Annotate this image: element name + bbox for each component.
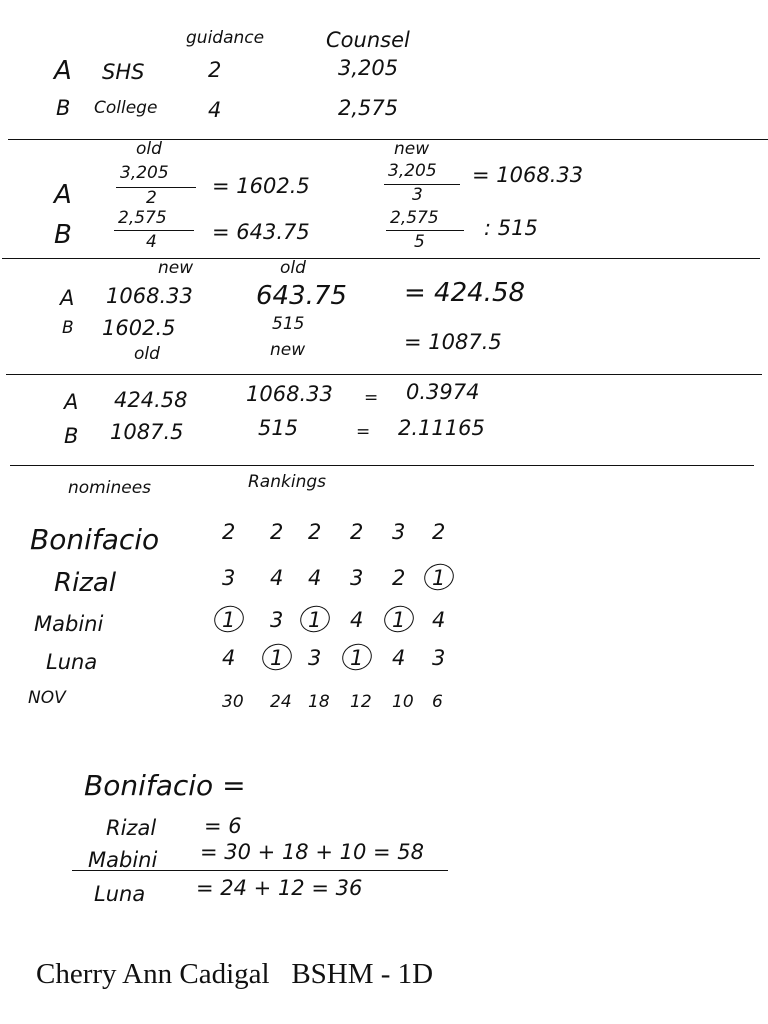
rank-cell: 30 xyxy=(222,692,244,712)
rank-cell: 4 xyxy=(432,608,446,632)
first-place-circle xyxy=(421,560,458,594)
sec3-b-old: 1602.5 xyxy=(102,316,176,340)
sec4-a-result: 0.3974 xyxy=(406,380,480,404)
rank-cell: 4 xyxy=(222,646,236,670)
row-label-a: A xyxy=(54,56,72,86)
first-place-circle xyxy=(211,602,248,636)
sec3-b-result: = 1087.5 xyxy=(404,330,502,354)
rank-cell: 2 xyxy=(432,520,446,544)
new-label: new xyxy=(394,139,430,159)
sec4-label-a: A xyxy=(64,390,79,414)
rank-cell: 3 xyxy=(270,608,284,632)
frac-b-old-den: 4 xyxy=(146,232,157,252)
sec4-b-eq: = xyxy=(356,422,371,442)
sec4-b-val1: 1087.5 xyxy=(110,420,184,444)
frac-b-new-den: 5 xyxy=(414,232,425,252)
sec3-a-old: 643.75 xyxy=(256,281,347,311)
rank-cell: 3 xyxy=(222,566,236,590)
tally-expr-luna: = 24 + 12 = 36 xyxy=(196,876,363,900)
sec3-label-b: B xyxy=(62,318,74,338)
fraction-bar xyxy=(386,230,464,231)
bottom-new-label: new xyxy=(270,340,306,360)
guidance-b: 4 xyxy=(208,98,222,122)
rank-cell: 4 xyxy=(270,566,284,590)
frac-a-old-num: 3,205 xyxy=(120,163,169,183)
rank-cell: 3 xyxy=(308,646,322,670)
sec4-a-val1: 424.58 xyxy=(114,388,188,412)
result-b-old: = 643.75 xyxy=(212,220,310,244)
row-label-b: B xyxy=(56,96,71,120)
sec4-a-val2: 1068.33 xyxy=(246,382,333,406)
rank-cell: 3 xyxy=(350,566,364,590)
old-label: old xyxy=(136,139,162,159)
rank-cell: 1 xyxy=(308,608,322,632)
rank-cell: 1 xyxy=(222,608,236,632)
nominees-label: nominees xyxy=(68,478,152,498)
first-place-circle xyxy=(259,640,296,674)
nominee-mabini: Mabini xyxy=(34,612,104,636)
result-a-new: = 1068.33 xyxy=(472,163,584,187)
author-name: Cherry Ann Cadigal xyxy=(36,958,270,990)
sec4-a-eq: = xyxy=(364,388,379,408)
tally-name-rizal: Rizal xyxy=(106,816,157,840)
rank-cell: 2 xyxy=(350,520,364,544)
sec3-label-a: A xyxy=(60,286,75,310)
sec2-label-b: B xyxy=(54,220,72,250)
rank-cell: 2 xyxy=(270,520,284,544)
result-a-old: = 1602.5 xyxy=(212,174,310,198)
top-old-label: old xyxy=(280,258,306,278)
guidance-header: guidance xyxy=(186,28,265,48)
frac-a-new-num: 3,205 xyxy=(388,161,437,181)
frac-b-old-num: 2,575 xyxy=(118,208,167,228)
tally-expr-mabini: = 30 + 18 + 10 = 58 xyxy=(200,840,424,864)
first-place-circle xyxy=(339,640,376,674)
nominee-bonifacio: Bonifacio xyxy=(30,523,160,556)
top-new-label: new xyxy=(158,258,194,278)
rank-cell: 24 xyxy=(270,692,292,712)
result-b-new: : 515 xyxy=(484,216,538,240)
tally-title: Bonifacio = xyxy=(84,769,246,802)
frac-a-new-den: 3 xyxy=(412,185,423,205)
divider-2 xyxy=(2,258,760,259)
sec4-label-b: B xyxy=(64,424,79,448)
sec3-b-new: 515 xyxy=(272,314,305,334)
tally-expr-rizal: = 6 xyxy=(204,814,242,838)
rank-cell: 4 xyxy=(350,608,364,632)
sec4-b-val2: 515 xyxy=(258,416,299,440)
rank-cell: 3 xyxy=(392,520,406,544)
rank-cell: 18 xyxy=(308,692,330,712)
counsel-a: 3,205 xyxy=(338,56,399,80)
rankings-label: Rankings xyxy=(248,472,326,492)
sec4-b-result: 2.11165 xyxy=(398,416,485,440)
rank-cell: 12 xyxy=(350,692,372,712)
counsel-b: 2,575 xyxy=(338,96,399,120)
rank-cell: 2 xyxy=(392,566,406,590)
first-place-circle xyxy=(381,602,418,636)
bottom-old-label: old xyxy=(134,344,160,364)
school-shs: SHS xyxy=(102,60,145,84)
rank-cell: 2 xyxy=(308,520,322,544)
divider-1 xyxy=(8,139,768,140)
tally-underline xyxy=(72,870,448,871)
divider-4 xyxy=(10,465,754,466)
rank-cell: 2 xyxy=(222,520,236,544)
nominee-nov: NOV xyxy=(28,688,66,708)
footer xyxy=(36,958,433,991)
rank-cell: 1 xyxy=(432,566,446,590)
school-college: College xyxy=(94,98,158,118)
sec2-label-a: A xyxy=(54,180,72,210)
rank-cell: 10 xyxy=(392,692,414,712)
rank-cell: 3 xyxy=(432,646,446,670)
first-place-circle xyxy=(297,602,334,636)
guidance-a: 2 xyxy=(208,58,222,82)
tally-name-luna: Luna xyxy=(94,882,146,906)
fraction-bar xyxy=(114,230,194,231)
sec3-a-new: 1068.33 xyxy=(106,284,193,308)
rank-cell: 4 xyxy=(308,566,322,590)
frac-b-new-num: 2,575 xyxy=(390,208,439,228)
rank-cell: 1 xyxy=(350,646,364,670)
nominee-rizal: Rizal xyxy=(54,568,117,598)
rank-cell: 4 xyxy=(392,646,406,670)
tally-name-mabini: Mabini xyxy=(88,848,158,872)
nominee-luna: Luna xyxy=(46,650,98,674)
frac-a-old-den: 2 xyxy=(146,188,157,208)
counsel-header: Counsel xyxy=(326,28,410,52)
course-section: BSHM - 1D xyxy=(291,958,434,990)
divider-3 xyxy=(6,374,762,375)
rank-cell: 1 xyxy=(392,608,406,632)
sec3-a-result: = 424.58 xyxy=(404,278,526,308)
rank-cell: 1 xyxy=(270,646,284,670)
rank-cell: 6 xyxy=(432,692,443,712)
